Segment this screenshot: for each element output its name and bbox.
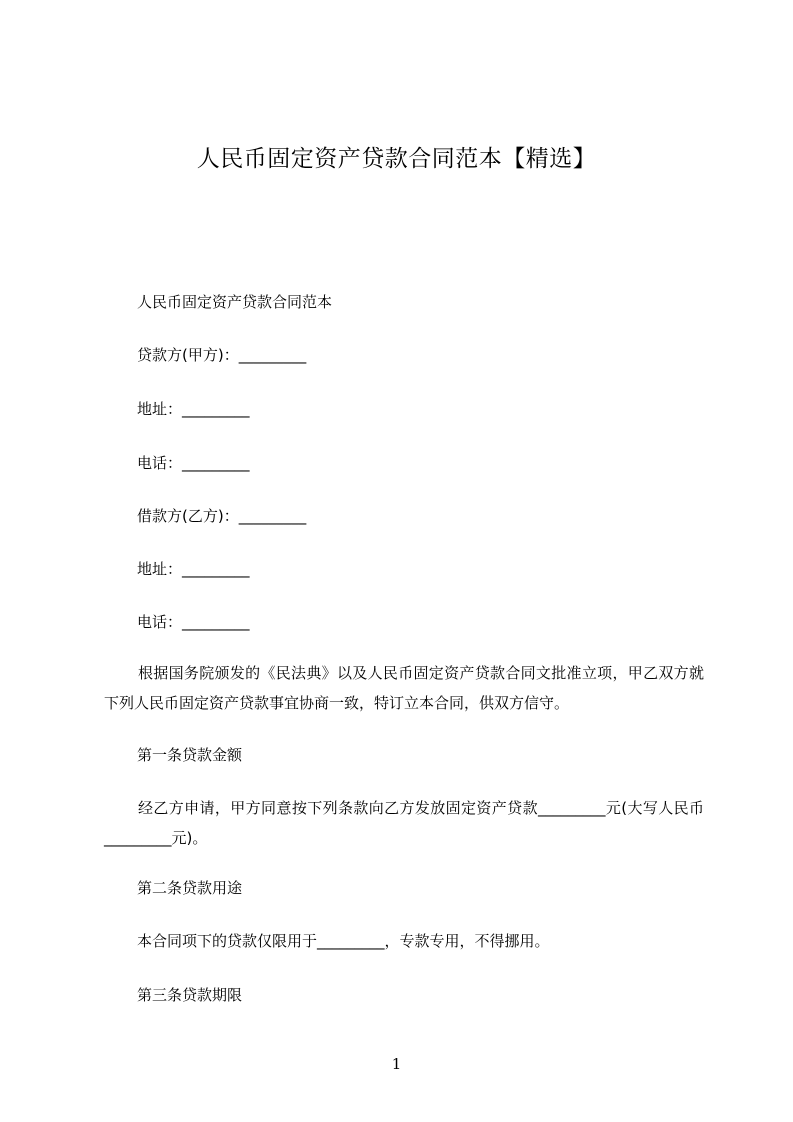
article1-heading: 第一条贷款金额 [137, 746, 243, 764]
lender-address-label: 地址： [137, 400, 183, 418]
borrower-line [137, 506, 306, 526]
lender-label: 贷款方(甲方)： [137, 346, 239, 364]
article1-text-a: 经乙方申请，甲方同意按下列条款向乙方发放固定资产贷款 [138, 799, 538, 817]
article2-paragraph [137, 931, 550, 951]
lender-phone-label: 电话： [137, 454, 183, 472]
intro-paragraph: 根据国务院颁发的《民法典》以及人民币固定资产贷款合同文批准立项，甲乙双方就下列人民币固定资产贷款事宜协商一致，特订立本合同，供双方信守。 [104, 664, 704, 712]
article1-paragraph [104, 793, 704, 853]
article2-text-b: ，专款专用，不得挪用。 [384, 932, 550, 950]
document-title: 人民币固定资产贷款合同范本【精选】 [196, 146, 597, 172]
borrower-blank: _________ [238, 507, 307, 525]
lender-line [137, 345, 306, 365]
borrower-address-label: 地址： [137, 560, 183, 578]
lender-phone-blank: _________ [182, 454, 250, 472]
article2-purpose-blank: _________ [317, 932, 385, 950]
borrower-phone-label: 电话： [137, 613, 183, 631]
borrower-address-blank: _________ [182, 560, 250, 578]
lender-address-line [137, 399, 250, 419]
lender-blank: _________ [238, 346, 307, 364]
borrower-phone-line [137, 612, 250, 632]
contract-subtitle: 人民币固定资产贷款合同范本 [137, 293, 333, 311]
article3-heading: 第三条贷款期限 [137, 986, 243, 1004]
lender-phone-line [137, 453, 250, 473]
borrower-label: 借款方(乙方)： [137, 507, 239, 525]
article1-amount-words-blank: _________ [104, 829, 172, 847]
borrower-phone-blank: _________ [182, 613, 250, 631]
article1-text-c: 元)。 [171, 829, 208, 847]
article2-text-a: 本合同项下的贷款仅限用于 [137, 932, 318, 950]
page-number: 1 [391, 1055, 402, 1073]
article1-amount-blank: _________ [537, 799, 606, 817]
borrower-address-line [137, 559, 250, 579]
lender-address-blank: _________ [182, 400, 250, 418]
article1-text-b: 元(大写人民币 [605, 799, 704, 817]
article2-heading: 第二条贷款用途 [137, 879, 243, 897]
